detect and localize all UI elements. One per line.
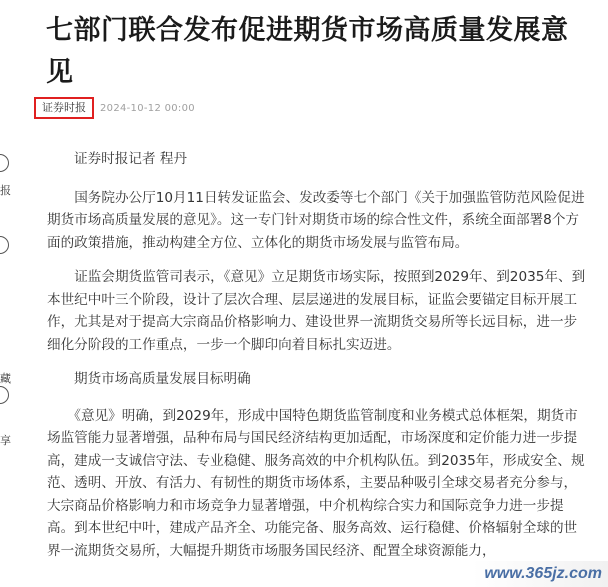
rail-item-5[interactable]: [0, 386, 10, 404]
paragraph-2: 证监会期货监管司表示，《意见》立足期货市场实际，按照到2029年、到2035年、到本世纪中叶三个阶段，设计了层次合理、层层递进的发展目标，证监会要锚定目标开展工作，尤其是对于提高大宗商品价格影响力、建设世界一流期货交易所等长远目标，进一步细化分阶段的工作重点，一步一个脚印向着目标扎实迈进。: [47, 269, 586, 353]
circle-icon[interactable]: [0, 386, 9, 404]
rail-label-favorite: 藏: [0, 372, 11, 385]
rail-item-favorite[interactable]: [0, 368, 10, 386]
rail-item-1[interactable]: [0, 154, 10, 172]
publish-date: 2024-10-12 00:00: [100, 102, 195, 114]
article-title: 七部门联合发布促进期货市场高质量发展意见: [46, 15, 569, 88]
rail-item-share[interactable]: [0, 430, 10, 448]
article-body: [47, 148, 587, 574]
circle-icon[interactable]: [0, 236, 9, 254]
rail-item-3[interactable]: [0, 236, 10, 254]
section-subheading: 期货市场高质量发展目标明确: [74, 371, 251, 387]
rail-label-report: 报: [0, 184, 11, 197]
side-action-rail: [0, 140, 12, 587]
byline: 证券时报记者 程丹: [74, 151, 188, 167]
rail-label-share: 享: [0, 434, 11, 447]
article-meta: [34, 97, 195, 119]
site-watermark: www.365jz.com: [472, 561, 608, 587]
circle-icon[interactable]: [0, 154, 9, 172]
paragraph-1: 国务院办公厅10月11日转发证监会、发改委等七个部门《关于加强监管防范风险促进期货市场高质量发展的意见》。这一专门针对期货市场的综合性文件，系统全面部署8个方面的政策措施，推动构建全方位、立体化的期货市场发展与监管布局。: [47, 189, 585, 251]
source-badge[interactable]: 证券时报: [34, 97, 94, 119]
paragraph-3: 《意见》明确，到2029年，形成中国特色期货监管制度和业务模式总体框架，期货市场监管能力显著增强，品种布局与国民经济结构更加适配，市场深度和定价能力进一步提高，建成一支诚信守法、专业稳健、服务高效的中介机构队伍。到2035年，形成安全、规范、透明、开放、有活力、有韧性的期货市场体系，主要品种吸引全球交易者充分参与，大宗商品价格影响力和市场竞争力显著增强，中介机构综合实力和国际竞争力进一步提高。到本世纪中叶，建成产品齐全、功能完备、服务高效、运行稳健、价格辐射全球的世界一流期货交易所，大幅提升期货市场服务国民经济、配置全球资源能力，: [47, 407, 585, 559]
rail-item-report[interactable]: [0, 180, 10, 198]
